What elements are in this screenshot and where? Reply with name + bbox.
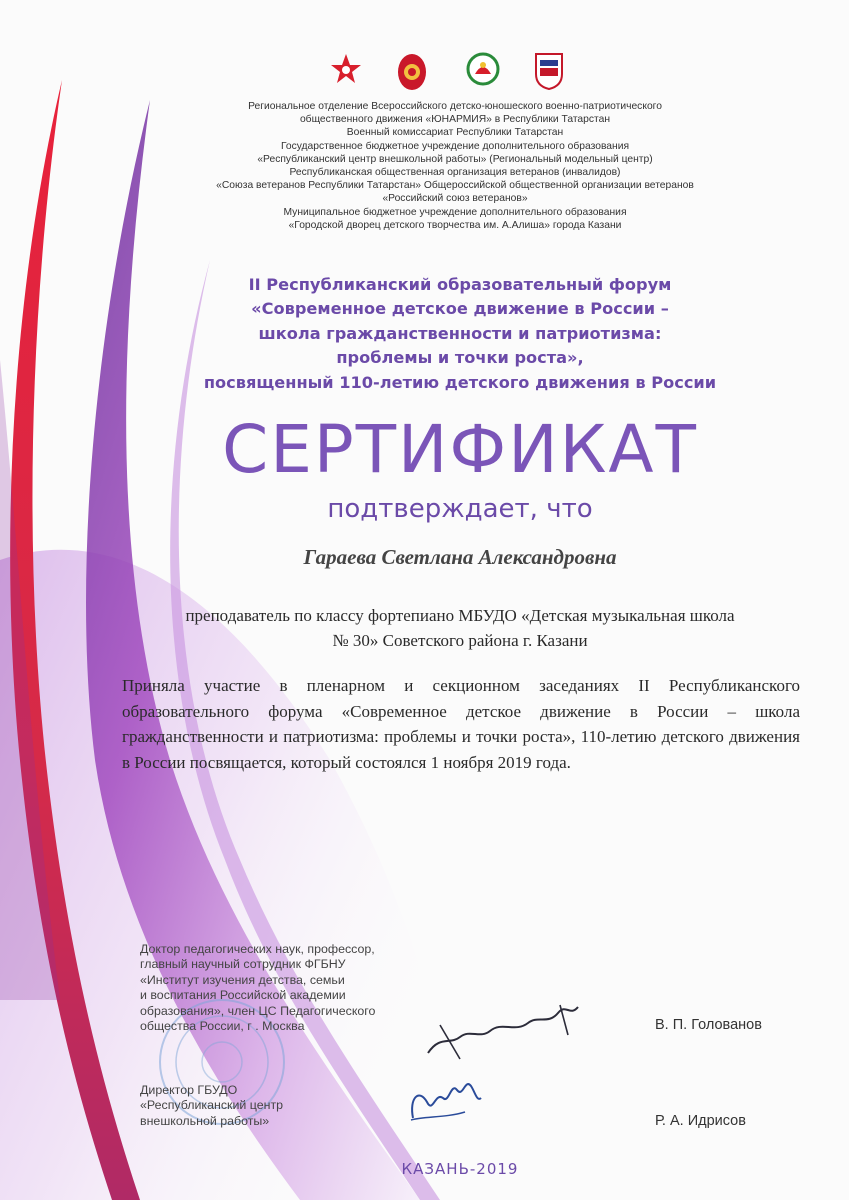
signatory-2-name: Р. А. Идрисов bbox=[655, 1113, 746, 1129]
tatarstan-emblem-logo bbox=[466, 52, 500, 86]
military-emblem-logo bbox=[396, 52, 428, 92]
position-line: преподаватель по классу фортепиано МБУДО «Детская музыкальная школа bbox=[185, 606, 735, 625]
yunarmy-star-logo bbox=[330, 52, 362, 88]
signatory-line: общества России, г . Москва bbox=[140, 1019, 305, 1034]
signatory-line: Доктор педагогических наук, профессор, bbox=[140, 942, 375, 956]
organizer-line: общественного движения «ЮНАРМИЯ» в Республики Татарстан bbox=[299, 114, 611, 126]
forum-title-line: «Современное детское движение в России – bbox=[251, 299, 669, 319]
organizer-line: Республиканская общественная организация ветеранов (инвалидов) bbox=[289, 167, 621, 179]
participation-description: Приняла участие в пленарном и секционном заседаниях II Республиканского образовательного форума «Современное детское движение в России – школа гражданственности и патриотизма: проблемы и точки роста», 110-летию детского движения в России посвящается, который состоялся 1 ноября 2019 года. bbox=[122, 676, 800, 772]
forum-title bbox=[110, 273, 810, 395]
signatory-2-description bbox=[140, 1083, 420, 1129]
signature-2 bbox=[405, 1068, 485, 1128]
organizer-line: «Республиканский центр внешкольной работы» (Региональный модельный центр) bbox=[257, 153, 653, 165]
organizer-line: «Российский союз ветеранов» bbox=[382, 193, 528, 205]
city-year: КАЗАНЬ-2019 bbox=[401, 1160, 519, 1178]
organizer-line: «Союза ветеранов Республики Татарстан» Общероссийской общественной организации ветеранов bbox=[216, 180, 694, 192]
partner-logos-row bbox=[330, 52, 570, 94]
organizer-line: Региональное отделение Всероссийского детско-юношеского военно-патриотического bbox=[248, 101, 662, 112]
certificate-title: СЕРТИФИКАТ bbox=[222, 411, 698, 488]
organizer-line: «Городской дворец детского творчества им. А.Алиша» города Казани bbox=[288, 219, 622, 231]
organizers-list bbox=[130, 100, 780, 232]
organizer-line: Муниципальное бюджетное учреждение дополнительного образования bbox=[283, 206, 627, 218]
recipient-name: Гараева Светлана Александровна bbox=[303, 545, 617, 569]
signatory-line: «Республиканский центр bbox=[140, 1098, 284, 1113]
confirms-text: подтверждает, что bbox=[327, 494, 593, 524]
signatory-1-description bbox=[140, 942, 420, 1034]
forum-title-line: посвященный 110-летию детского движения в России bbox=[203, 372, 717, 392]
signatory-line: и воспитания Российской академии bbox=[140, 988, 346, 1003]
organizer-line: Военный комиссариат Республики Татарстан bbox=[346, 127, 564, 139]
signatory-line: Директор ГБУДО bbox=[140, 1083, 238, 1097]
signature-1 bbox=[420, 995, 590, 1065]
signatory-line: «Институт изучения детства, семьи bbox=[140, 972, 345, 987]
signatory-1-name: В. П. Голованов bbox=[655, 1017, 762, 1033]
signatory-line: образования», член ЦС Педагогического bbox=[140, 1003, 376, 1018]
forum-title-line: II Республиканский образовательный форум bbox=[248, 275, 672, 294]
recipient-position bbox=[120, 603, 800, 653]
organizer-line: Государственное бюджетное учреждение дополнительного образования bbox=[280, 140, 630, 152]
forum-title-line: проблемы и точки роста», bbox=[336, 348, 584, 368]
position-line: № 30» Советского района г. Казани bbox=[332, 631, 588, 650]
signatory-line: внешкольной работы» bbox=[140, 1113, 270, 1128]
veterans-shield-logo bbox=[534, 52, 564, 90]
forum-title-line: школа гражданственности и патриотизма: bbox=[258, 323, 662, 343]
signatory-line: главный научный сотрудник ФГБНУ bbox=[140, 957, 346, 972]
